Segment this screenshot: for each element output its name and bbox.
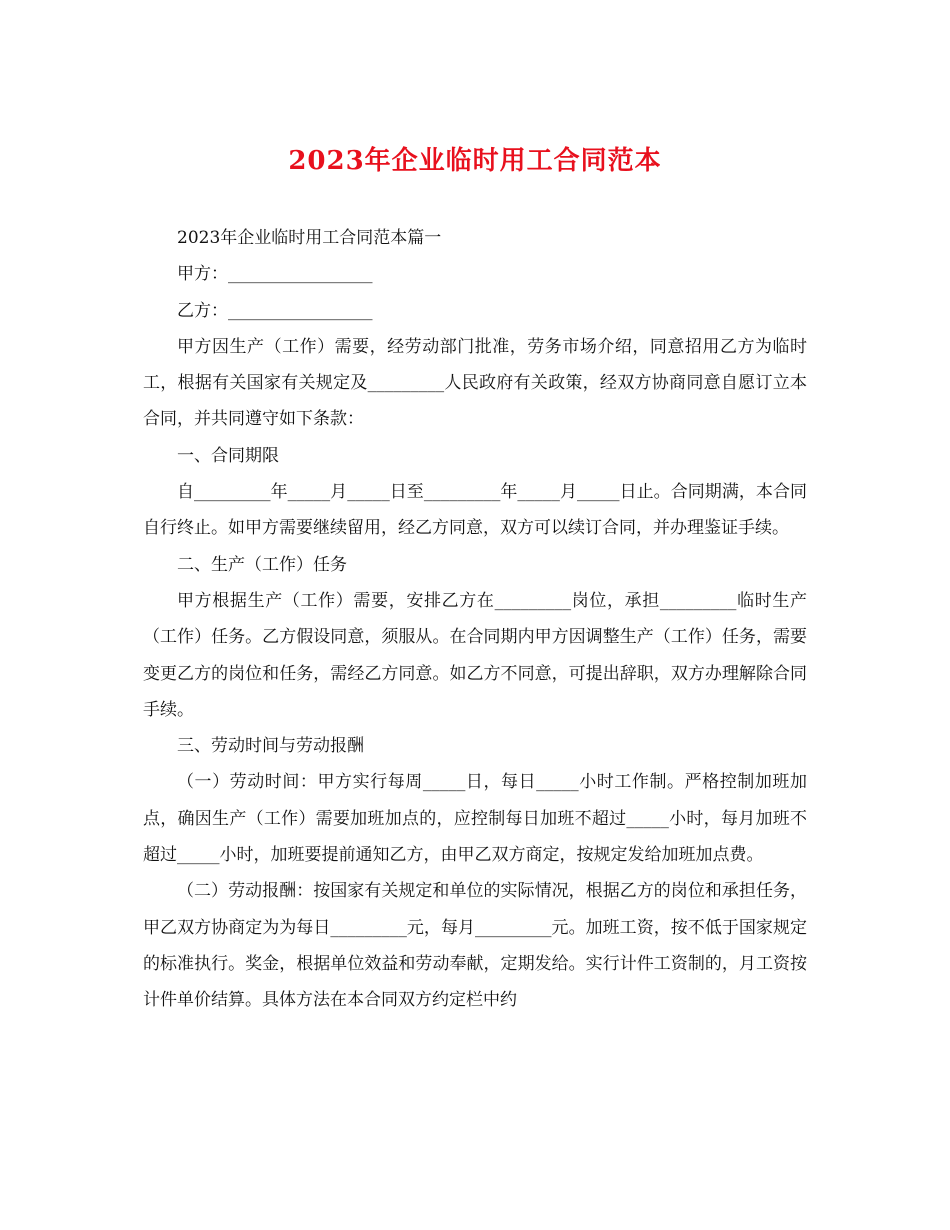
- preamble-paragraph: 甲方因生产（工作）需要，经劳动部门批准，劳务市场介绍，同意招用乙方为临时工，根据有关国家有关规定及_________人民政府有关政策，经双方协商同意自愿订立本合同，并共同遵守如下条款：: [143, 336, 807, 430]
- document-body: [143, 220, 807, 1019]
- party-a-line: 甲方：_________________: [177, 264, 373, 285]
- clause-heading-term: 一、合同期限: [177, 445, 279, 466]
- clause-heading-tasks: 二、生产（工作）任务: [177, 554, 347, 575]
- clause-pay-paragraph: （二）劳动报酬：按国家有关规定和单位的实际情况，根据乙方的岗位和承担任务，甲乙双方协商定为为每日_________元，每月_________元。加班工资，按不低于国家规定的标准执行。奖金，根据单位效益和劳动奉献，定期发给。实行计件工资制的，月工资按计件单价结算。具体方法在本合同双方约定栏中约: [143, 881, 807, 1011]
- clause-hours-paragraph: （一）劳动时间：甲方实行每周_____日，每日_____小时工作制。严格控制加班加点，确因生产（工作）需要加班加点的，应控制每日加班不超过_____小时，每月加班不超过_____小时，加班要提前通知乙方，由甲乙双方商定，按规定发给加班加点费。: [143, 772, 807, 866]
- document-title: 2023年企业临时用工合同范本: [288, 146, 662, 176]
- party-b-line: 乙方：_________________: [177, 300, 373, 321]
- section-heading-part-one: 2023年企业临时用工合同范本篇一: [177, 228, 442, 248]
- clause-heading-hours-pay: 三、劳动时间与劳动报酬: [177, 736, 364, 757]
- clause-tasks-paragraph: 甲方根据生产（工作）需要，安排乙方在_________岗位，承担_________临时生产（工作）任务。乙方假设同意，须服从。在合同期内甲方因调整生产（工作）任务，需要变更乙方的岗位和任务，需经乙方同意。如乙方不同意，可提出辞职，双方办理解除合同手续。: [143, 590, 807, 720]
- clause-term-paragraph: 自_________年_____月_____日至_________年_____月_____日止。合同期满，本合同自行终止。如甲方需要继续留用，经乙方同意，双方可以续订合同，并办理鉴证手续。: [143, 482, 807, 539]
